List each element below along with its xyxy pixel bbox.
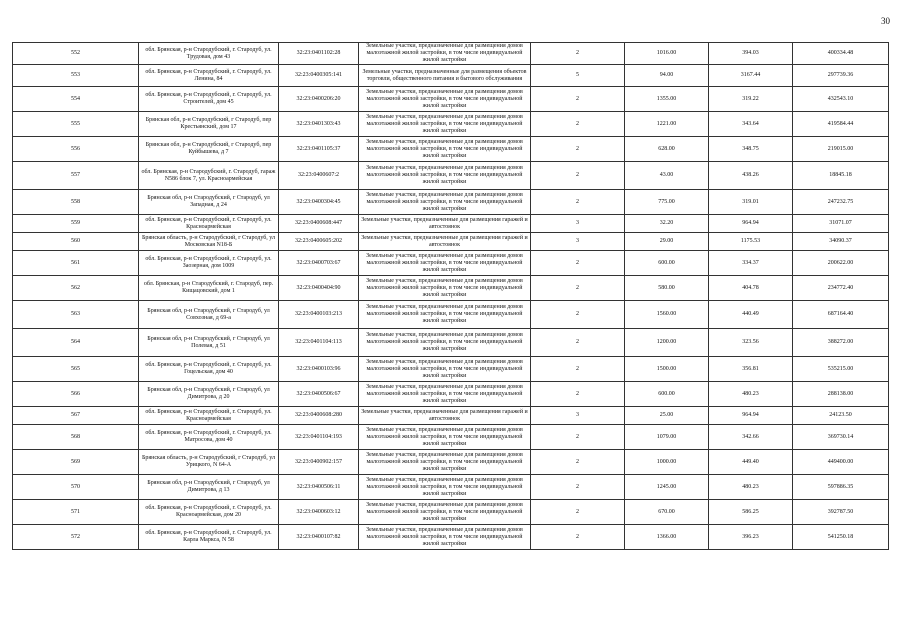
cadastral-number-cell: 32:23:0400305:141	[279, 65, 359, 87]
table-row	[13, 43, 889, 65]
row-number: 566	[13, 382, 139, 407]
land-registry-table	[12, 42, 889, 550]
area-cell: 25.00	[625, 407, 709, 425]
address-cell: обл. Брянская, р-н Стародубский, г. Стародуб, ул. Трудовая, дом 43	[139, 43, 279, 65]
specific-value-cell: 964.94	[709, 407, 793, 425]
address-cell: обл. Брянская, р-н Стародубский, г. Стародуб, ул. Красноармейская, дом 20	[139, 500, 279, 525]
group-cell: 2	[531, 500, 625, 525]
table-row	[13, 329, 889, 357]
group-cell: 2	[531, 357, 625, 382]
cadastral-number-cell: 32:23:0400703:67	[279, 251, 359, 276]
cadastral-value-cell: 369730.14	[793, 425, 889, 450]
cadastral-value-cell: 31071.07	[793, 215, 889, 233]
page-number: 30	[881, 16, 890, 26]
area-cell: 1079.00	[625, 425, 709, 450]
table-row	[13, 190, 889, 215]
specific-value-cell: 440.49	[709, 301, 793, 329]
cadastral-value-cell: 234772.40	[793, 276, 889, 301]
cadastral-value-cell: 541250.18	[793, 525, 889, 550]
group-cell: 2	[531, 382, 625, 407]
group-cell: 2	[531, 251, 625, 276]
area-cell: 628.00	[625, 137, 709, 162]
cadastral-number-cell: 32:23:0400608:447	[279, 215, 359, 233]
specific-value-cell: 319.01	[709, 190, 793, 215]
land-use-cell: Земельные участки, предназначенные для размещения домов малоэтажной жилой застройки, в том числе индивидуальной жилой застройки	[359, 475, 531, 500]
land-use-cell: Земельные участки, предназначенные для размещения домов малоэтажной жилой застройки, в том числе индивидуальной жилой застройки	[359, 525, 531, 550]
group-cell: 2	[531, 329, 625, 357]
land-use-cell: Земельные участки, предназначенные для размещения домов малоэтажной жилой застройки, в том числе индивидуальной жилой застройки	[359, 87, 531, 112]
cadastral-number-cell: 32:23:0401303:43	[279, 112, 359, 137]
cadastral-value-cell: 288138.00	[793, 382, 889, 407]
cadastral-value-cell: 400334.48	[793, 43, 889, 65]
address-cell: обл. Брянская, р-н Стародубский, г. Стародуб, ул. Матросова, дом 40	[139, 425, 279, 450]
cadastral-number-cell: 32:23:0400304:45	[279, 190, 359, 215]
row-number: 562	[13, 276, 139, 301]
cadastral-number-cell: 32:23:0401104:113	[279, 329, 359, 357]
specific-value-cell: 334.37	[709, 251, 793, 276]
cadastral-number-cell: 32:23:0400404:90	[279, 276, 359, 301]
cadastral-number-cell: 32:23:0400107:82	[279, 525, 359, 550]
address-cell: обл. Брянская, р-н Стародубский, г. Стародуб, ул. Гоцельская, дом 40	[139, 357, 279, 382]
row-number: 571	[13, 500, 139, 525]
land-use-cell: Земельные участки, предназначенные для размещения домов малоэтажной жилой застройки, в том числе индивидуальной жилой застройки	[359, 112, 531, 137]
cadastral-number-cell: 32:23:0400603:12	[279, 500, 359, 525]
table-row	[13, 112, 889, 137]
cadastral-value-cell: 24123.50	[793, 407, 889, 425]
land-use-cell: Земельные участки, предназначенные для размещения домов малоэтажной жилой застройки, в том числе индивидуальной жилой застройки	[359, 276, 531, 301]
land-use-cell: Земельные участки, предназначенные для размещения домов малоэтажной жилой застройки, в том числе индивидуальной жилой застройки	[359, 425, 531, 450]
group-cell: 2	[531, 87, 625, 112]
cadastral-number-cell: 32:23:0400605:202	[279, 233, 359, 251]
specific-value-cell: 342.66	[709, 425, 793, 450]
address-cell: обл. Брянская, р-н Стародубский, г. Стародуб, ул. Заозерная, дом 1009	[139, 251, 279, 276]
group-cell: 2	[531, 475, 625, 500]
address-cell: Брянская обл, р-н Стародубский, г Стародуб, ул Димитрова, д 20	[139, 382, 279, 407]
address-cell: обл. Брянская, р-н Стародубский, г. Стародуб, ул. Красноармейская	[139, 407, 279, 425]
specific-value-cell: 394.03	[709, 43, 793, 65]
group-cell: 2	[531, 525, 625, 550]
area-cell: 32.20	[625, 215, 709, 233]
land-use-cell: Земельные участки, предназначенные для размещения домов малоэтажной жилой застройки, в том числе индивидуальной жилой застройки	[359, 251, 531, 276]
address-cell: Брянская обл, р-н Стародубский, г Стародуб, ул Совхозная, д 69-а	[139, 301, 279, 329]
land-use-cell: Земельные участки, предназначенные для размещения домов малоэтажной жилой застройки, в том числе индивидуальной жилой застройки	[359, 382, 531, 407]
land-use-cell: Земельные участки, предназначенные для размещения домов малоэтажной жилой застройки, в том числе индивидуальной жилой застройки	[359, 450, 531, 475]
area-cell: 670.00	[625, 500, 709, 525]
area-cell: 29.00	[625, 233, 709, 251]
row-number: 570	[13, 475, 139, 500]
group-cell: 3	[531, 407, 625, 425]
area-cell: 1366.00	[625, 525, 709, 550]
specific-value-cell: 449.40	[709, 450, 793, 475]
area-cell: 94.00	[625, 65, 709, 87]
row-number: 569	[13, 450, 139, 475]
address-cell: обл. Брянская, р-н Стародубский, г. Стародуб, ул. Ленина, 84	[139, 65, 279, 87]
area-cell: 1355.00	[625, 87, 709, 112]
table-row	[13, 87, 889, 112]
specific-value-cell: 323.56	[709, 329, 793, 357]
area-cell: 600.00	[625, 382, 709, 407]
table-row	[13, 450, 889, 475]
cadastral-value-cell: 419584.44	[793, 112, 889, 137]
table-row	[13, 65, 889, 87]
specific-value-cell: 1175.53	[709, 233, 793, 251]
area-cell: 1500.00	[625, 357, 709, 382]
land-use-cell: Земельные участки, предназначенные для размещения гаражей и автостоянок	[359, 407, 531, 425]
group-cell: 2	[531, 276, 625, 301]
cadastral-value-cell: 388272.00	[793, 329, 889, 357]
address-cell: обл. Брянская, р-н Стародубский, г. Стародуб, ул. Красноармейская	[139, 215, 279, 233]
cadastral-value-cell: 449400.00	[793, 450, 889, 475]
row-number: 560	[13, 233, 139, 251]
area-cell: 600.00	[625, 251, 709, 276]
cadastral-value-cell: 18845.18	[793, 162, 889, 190]
cadastral-number-cell: 32:23:0401102:28	[279, 43, 359, 65]
row-number: 567	[13, 407, 139, 425]
cadastral-value-cell: 219015.00	[793, 137, 889, 162]
land-use-cell: Земельные участки, предназначенные для размещения домов малоэтажной жилой застройки, в том числе индивидуальной жилой застройки	[359, 301, 531, 329]
group-cell: 2	[531, 190, 625, 215]
table-row	[13, 162, 889, 190]
land-use-cell: Земельные участки, предназначенные для размещения домов малоэтажной жилой застройки, в том числе индивидуальной жилой застройки	[359, 162, 531, 190]
table-row	[13, 276, 889, 301]
cadastral-number-cell: 32:23:0401104:193	[279, 425, 359, 450]
group-cell: 2	[531, 162, 625, 190]
land-use-cell: Земельные участки, предназначенные для размещения объектов торговли, общественного питания и бытового обслуживания	[359, 65, 531, 87]
area-cell: 580.00	[625, 276, 709, 301]
cadastral-number-cell: 32:23:0400902:157	[279, 450, 359, 475]
group-cell: 3	[531, 215, 625, 233]
cadastral-number-cell: 32:23:0400103:96	[279, 357, 359, 382]
row-number: 559	[13, 215, 139, 233]
cadastral-number-cell: 32:23:0400608:280	[279, 407, 359, 425]
area-cell: 1221.00	[625, 112, 709, 137]
group-cell: 2	[531, 43, 625, 65]
table-row	[13, 475, 889, 500]
area-cell: 1200.00	[625, 329, 709, 357]
area-cell: 1000.00	[625, 450, 709, 475]
specific-value-cell: 586.25	[709, 500, 793, 525]
cadastral-value-cell: 432543.10	[793, 87, 889, 112]
land-use-cell: Земельные участки, предназначенные для размещения гаражей и автостоянок	[359, 233, 531, 251]
table-row	[13, 425, 889, 450]
row-number: 564	[13, 329, 139, 357]
cadastral-number-cell: 32:23:0401105:37	[279, 137, 359, 162]
row-number: 553	[13, 65, 139, 87]
cadastral-number-cell: 32:23:0400103:213	[279, 301, 359, 329]
area-cell: 775.00	[625, 190, 709, 215]
row-number: 556	[13, 137, 139, 162]
cadastral-number-cell: 32:23:0400506:67	[279, 382, 359, 407]
land-use-cell: Земельные участки, предназначенные для размещения домов малоэтажной жилой застройки, в том числе индивидуальной жилой застройки	[359, 329, 531, 357]
row-number: 572	[13, 525, 139, 550]
specific-value-cell: 480.23	[709, 475, 793, 500]
address-cell: Брянская обл, р-н Стародубский, г Стародуб, пер Куйбышева, д 7	[139, 137, 279, 162]
cadastral-value-cell: 34090.37	[793, 233, 889, 251]
table-row	[13, 525, 889, 550]
table-row	[13, 215, 889, 233]
land-use-cell: Земельные участки, предназначенные для размещения домов малоэтажной жилой застройки, в том числе индивидуальной жилой застройки	[359, 190, 531, 215]
group-cell: 2	[531, 301, 625, 329]
cadastral-number-cell: 32:23:0400607:2	[279, 162, 359, 190]
address-cell: Брянская обл, р-н Стародубский, г Стародуб, ул Полевая, д 51	[139, 329, 279, 357]
specific-value-cell: 964.94	[709, 215, 793, 233]
address-cell: Брянская обл, р-н Стародубский, г Стародуб, ул Западная, д 24	[139, 190, 279, 215]
land-use-cell: Земельные участки, предназначенные для размещения домов малоэтажной жилой застройки, в том числе индивидуальной жилой застройки	[359, 357, 531, 382]
cadastral-number-cell: 32:23:0400206:20	[279, 87, 359, 112]
land-use-cell: Земельные участки, предназначенные для размещения домов малоэтажной жилой застройки, в том числе индивидуальной жилой застройки	[359, 500, 531, 525]
cadastral-value-cell: 247232.75	[793, 190, 889, 215]
table-row	[13, 301, 889, 329]
cadastral-value-cell: 392787.50	[793, 500, 889, 525]
land-use-cell: Земельные участки, предназначенные для размещения домов малоэтажной жилой застройки, в том числе индивидуальной жилой застройки	[359, 43, 531, 65]
row-number: 552	[13, 43, 139, 65]
address-cell: обл. Брянская, р-н Стародубский, г. Стародуб, пер. Кищацовский, дом 1	[139, 276, 279, 301]
specific-value-cell: 356.81	[709, 357, 793, 382]
row-number: 561	[13, 251, 139, 276]
address-cell: Брянская область, р-н Стародубский, г Стародуб, ул Московская N18-Б	[139, 233, 279, 251]
specific-value-cell: 3167.44	[709, 65, 793, 87]
table-body	[13, 43, 889, 550]
address-cell: обл. Брянская, р-н Стародубский, г. Стародуб, ул. Карла Маркса, N 58	[139, 525, 279, 550]
area-cell: 1016.00	[625, 43, 709, 65]
row-number: 563	[13, 301, 139, 329]
address-cell: Брянская обл, р-н Стародубский, г Стародуб, ул Димитрова, д 13	[139, 475, 279, 500]
group-cell: 2	[531, 137, 625, 162]
group-cell: 2	[531, 112, 625, 137]
land-use-cell: Земельные участки, предназначенные для размещения домов малоэтажной жилой застройки, в том числе индивидуальной жилой застройки	[359, 137, 531, 162]
address-cell: Брянская область, р-н Стародубский, г Стародуб, ул Урицкого, N 64-А	[139, 450, 279, 475]
specific-value-cell: 480.23	[709, 382, 793, 407]
table-row	[13, 233, 889, 251]
address-cell: Брянская обл, р-н Стародубский, г Стародуб, пер Крестьянский, дом 17	[139, 112, 279, 137]
cadastral-value-cell: 535215.00	[793, 357, 889, 382]
specific-value-cell: 396.23	[709, 525, 793, 550]
row-number: 568	[13, 425, 139, 450]
row-number: 554	[13, 87, 139, 112]
group-cell: 3	[531, 233, 625, 251]
table-row	[13, 357, 889, 382]
cadastral-value-cell: 687164.40	[793, 301, 889, 329]
group-cell: 5	[531, 65, 625, 87]
cadastral-value-cell: 297739.36	[793, 65, 889, 87]
group-cell: 2	[531, 425, 625, 450]
row-number: 557	[13, 162, 139, 190]
table-row	[13, 407, 889, 425]
specific-value-cell: 348.75	[709, 137, 793, 162]
specific-value-cell: 438.26	[709, 162, 793, 190]
table-row	[13, 137, 889, 162]
specific-value-cell: 319.22	[709, 87, 793, 112]
area-cell: 1245.00	[625, 475, 709, 500]
specific-value-cell: 343.64	[709, 112, 793, 137]
specific-value-cell: 404.78	[709, 276, 793, 301]
row-number: 565	[13, 357, 139, 382]
cadastral-value-cell: 200622.00	[793, 251, 889, 276]
row-number: 555	[13, 112, 139, 137]
row-number: 558	[13, 190, 139, 215]
area-cell: 43.00	[625, 162, 709, 190]
address-cell: обл. Брянская, р-н Стародубский, г. Стародуб, гараж N586 блок 7, ул. Красноармейская	[139, 162, 279, 190]
table-row	[13, 382, 889, 407]
address-cell: обл. Брянская, р-н Стародубский, г. Стародуб, ул. Строителей, дом 45	[139, 87, 279, 112]
area-cell: 1560.00	[625, 301, 709, 329]
land-use-cell: Земельные участки, предназначенные для размещения гаражей и автостоянок	[359, 215, 531, 233]
cadastral-value-cell: 597886.35	[793, 475, 889, 500]
table-row	[13, 500, 889, 525]
group-cell: 2	[531, 450, 625, 475]
table-row	[13, 251, 889, 276]
cadastral-number-cell: 32:23:0400506:11	[279, 475, 359, 500]
